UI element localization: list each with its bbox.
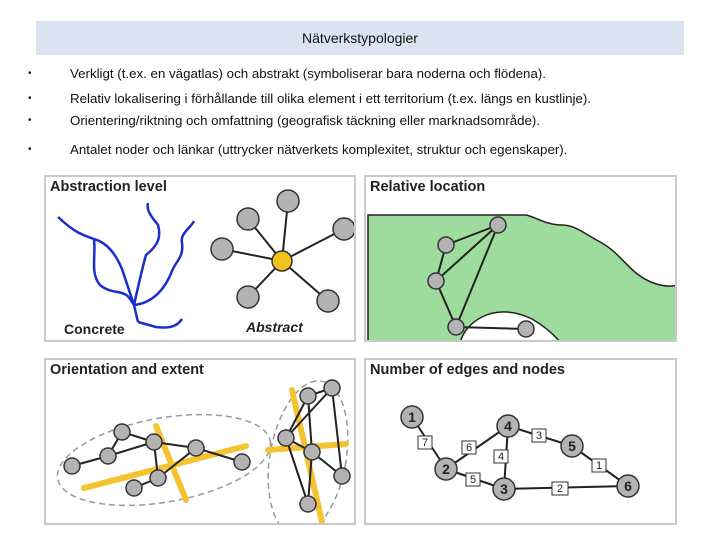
panel-title: Orientation and extent xyxy=(50,362,204,378)
concrete-river-network xyxy=(58,203,194,328)
graph-node xyxy=(448,319,464,335)
graph-node xyxy=(428,273,444,289)
node-4 xyxy=(497,415,519,437)
edges-nodes-diagram xyxy=(366,360,677,525)
panel-abstraction-level xyxy=(44,175,356,342)
graph-node xyxy=(237,286,259,308)
edge-label-3: 3 xyxy=(535,430,543,442)
graph-node xyxy=(237,208,259,230)
edge-label-6: 6 xyxy=(465,442,473,454)
graph-node xyxy=(277,190,299,212)
graph-node xyxy=(334,468,350,484)
bullet-dot-icon: • xyxy=(28,115,32,126)
bullet-text: Verkligt (t.ex. en vägatlas) och abstrakt (symboliserar bara noderna och flödena). xyxy=(70,66,546,81)
graph-node xyxy=(146,434,162,450)
svg-text:3: 3 xyxy=(500,481,508,497)
graph-node xyxy=(304,444,320,460)
graph-node xyxy=(234,454,250,470)
node-5 xyxy=(561,435,583,457)
hub-node xyxy=(272,251,292,271)
svg-text:2: 2 xyxy=(442,461,450,477)
edge-label-7: 7 xyxy=(421,437,429,449)
edge-label-2: 2 xyxy=(556,483,564,495)
graph-node xyxy=(188,440,204,456)
graph-node xyxy=(300,496,316,512)
relative-location-diagram xyxy=(366,177,677,342)
bullet-text: Relativ lokalisering i förhållande till olika element i ett territorium (t.ex. längs en kustlinje). xyxy=(70,91,592,106)
graph-node xyxy=(126,480,142,496)
bullet-item xyxy=(28,91,698,113)
svg-text:5: 5 xyxy=(568,438,576,454)
bullet-item xyxy=(28,113,698,137)
node-2 xyxy=(435,458,457,480)
edge-label-4: 4 xyxy=(497,451,505,463)
edge-label-5: 5 xyxy=(469,474,477,486)
svg-text:4: 4 xyxy=(504,418,512,434)
node-1 xyxy=(401,406,423,428)
panel-edges-nodes xyxy=(364,358,677,525)
graph-node xyxy=(211,238,233,260)
graph-node xyxy=(438,237,454,253)
bullet-dot-icon: • xyxy=(28,93,32,104)
panel-orientation-extent xyxy=(44,358,356,525)
panel-title: Number of edges and nodes xyxy=(370,362,565,378)
slide-title-text: Nätverkstypologier xyxy=(302,30,418,46)
graph-node xyxy=(300,388,316,404)
abstraction-diagram xyxy=(46,177,356,342)
svg-text:1: 1 xyxy=(408,409,416,425)
graph-node xyxy=(317,290,339,312)
graph-node xyxy=(278,430,294,446)
panel-title: Relative location xyxy=(370,179,486,195)
edge-label-1: 1 xyxy=(595,460,603,472)
graph-node xyxy=(324,380,340,396)
bullet-dot-icon: • xyxy=(28,68,32,79)
graph-node xyxy=(518,321,534,337)
node-6 xyxy=(617,475,639,497)
panel-relative-location xyxy=(364,175,677,342)
bullet-text: Antalet noder och länkar (uttrycker nätverkets komplexitet, struktur och egenskaper). xyxy=(70,142,568,157)
bullet-item xyxy=(28,66,698,91)
concrete-label: Concrete xyxy=(64,321,125,337)
node-3 xyxy=(493,478,515,500)
bullet-list xyxy=(28,66,698,167)
graph-node xyxy=(114,424,130,440)
abstract-star-nodes xyxy=(211,190,355,312)
graph-node xyxy=(490,217,506,233)
panel-title: Abstraction level xyxy=(50,179,167,195)
graph-node xyxy=(100,448,116,464)
graph-node xyxy=(333,218,355,240)
orientation-diagram xyxy=(46,360,356,525)
abstract-label: Abstract xyxy=(246,319,303,335)
slide-title xyxy=(36,21,684,55)
bullet-text: Orientering/riktning och omfattning (geografisk täckning eller marknadsområde). xyxy=(70,113,541,128)
bullet-dot-icon: • xyxy=(28,144,32,155)
svg-text:6: 6 xyxy=(624,478,632,494)
graph-node xyxy=(150,470,166,486)
bullet-item xyxy=(28,142,698,167)
graph-node xyxy=(64,458,80,474)
